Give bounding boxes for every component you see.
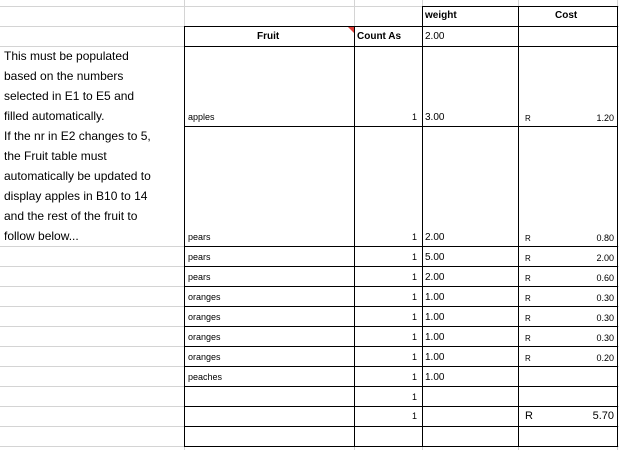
comment-marker-icon[interactable] bbox=[348, 27, 354, 33]
instruction-note bbox=[4, 46, 174, 246]
fruit-cell[interactable]: oranges bbox=[188, 312, 221, 322]
count-cell[interactable]: 1 bbox=[411, 112, 417, 122]
currency-cell[interactable]: R bbox=[525, 254, 531, 263]
count-cell[interactable]: 1 bbox=[411, 372, 417, 382]
weight-top-value[interactable]: 2.00 bbox=[425, 31, 445, 42]
fruit-cell[interactable]: peaches bbox=[188, 372, 223, 382]
weight-cell[interactable]: 5.00 bbox=[425, 252, 445, 263]
note-line: display apples in B10 to 14 bbox=[4, 189, 148, 203]
fruit-cell[interactable]: pears bbox=[188, 272, 211, 282]
count-cell[interactable]: 1 bbox=[411, 292, 417, 302]
weight-cell[interactable]: 1.00 bbox=[425, 372, 445, 383]
header-cost: Cost bbox=[555, 10, 578, 21]
header-weight: weight bbox=[425, 10, 457, 21]
fruit-cell[interactable]: pears bbox=[188, 252, 211, 262]
note-line: the Fruit table must bbox=[4, 149, 107, 163]
note-line: filled automatically. bbox=[4, 109, 105, 123]
fruit-cell[interactable]: oranges bbox=[188, 352, 221, 362]
weight-cell[interactable]: 1.00 bbox=[425, 292, 445, 303]
fruit-cell[interactable]: oranges bbox=[188, 292, 221, 302]
note-line: selected in E1 to E5 and bbox=[4, 89, 135, 103]
fruit-cell[interactable]: apples bbox=[188, 112, 215, 122]
currency-cell[interactable]: R bbox=[525, 314, 531, 323]
currency-cell[interactable]: R bbox=[525, 334, 531, 343]
cost-cell[interactable]: 0.30 bbox=[596, 313, 614, 323]
cost-cell[interactable]: 0.80 bbox=[596, 233, 614, 243]
count-cell[interactable]: 1 bbox=[411, 332, 417, 342]
cost-cell[interactable]: 0.20 bbox=[596, 353, 614, 363]
currency-cell[interactable]: R bbox=[525, 234, 531, 243]
cost-cell[interactable]: 2.00 bbox=[596, 253, 614, 263]
currency-cell[interactable]: R bbox=[525, 114, 531, 123]
count-cell[interactable]: 1 bbox=[411, 312, 417, 322]
cost-cell[interactable]: 0.30 bbox=[596, 293, 614, 303]
weight-cell[interactable]: 3.00 bbox=[425, 112, 445, 123]
note-line: based on the numbers bbox=[4, 69, 124, 83]
weight-cell[interactable]: 2.00 bbox=[425, 272, 445, 283]
count-cell[interactable]: 1 bbox=[411, 352, 417, 362]
weight-cell[interactable]: 2.00 bbox=[425, 232, 445, 243]
header-count-as: Count As bbox=[357, 31, 402, 42]
fruit-cell[interactable]: oranges bbox=[188, 332, 221, 342]
weight-cell[interactable]: 1.00 bbox=[425, 352, 445, 363]
currency-cell[interactable]: R bbox=[525, 274, 531, 283]
cost-cell[interactable]: 0.60 bbox=[596, 273, 614, 283]
weight-cell[interactable]: 1.00 bbox=[425, 312, 445, 323]
note-line: This must be populated bbox=[4, 49, 129, 63]
note-line: If the nr in E2 changes to 5, bbox=[4, 129, 151, 143]
total-cost-cell[interactable]: 5.70 bbox=[592, 410, 614, 422]
currency-cell[interactable]: R bbox=[525, 354, 531, 363]
cost-cell[interactable]: 1.20 bbox=[596, 113, 614, 123]
total-count-cell[interactable]: 1 bbox=[411, 411, 417, 421]
count-cell[interactable]: 1 bbox=[411, 232, 417, 242]
weight-cell[interactable]: 1.00 bbox=[425, 332, 445, 343]
count-cell[interactable]: 1 bbox=[411, 252, 417, 262]
note-line: automatically be updated to bbox=[4, 169, 151, 183]
note-line: and the rest of the fruit to bbox=[4, 209, 138, 223]
total-currency-cell[interactable]: R bbox=[525, 410, 533, 422]
currency-cell[interactable]: R bbox=[525, 294, 531, 303]
cost-cell[interactable]: 0.30 bbox=[596, 333, 614, 343]
note-line: follow below... bbox=[4, 229, 79, 243]
header-fruit: Fruit bbox=[257, 31, 280, 42]
fruit-cell[interactable]: pears bbox=[188, 232, 211, 242]
count-cell[interactable]: 1 bbox=[411, 272, 417, 282]
count-cell[interactable]: 1 bbox=[411, 392, 417, 402]
